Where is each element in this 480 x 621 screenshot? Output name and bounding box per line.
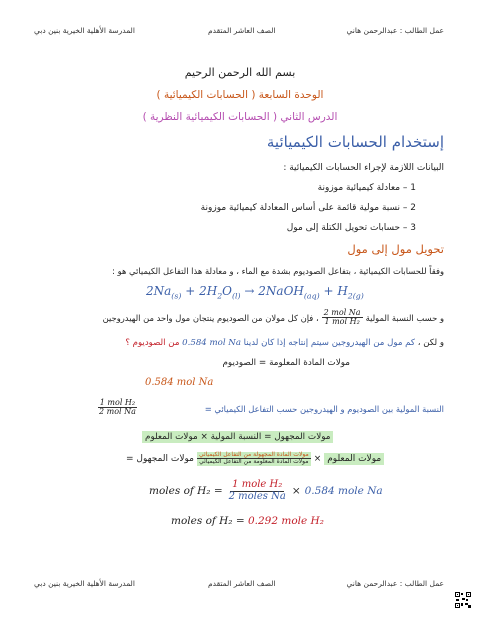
ratio2-label: النسبة المولية بين الصوديوم و الهيدروجين حسب التفاعل الكيميائي = — [204, 404, 444, 414]
section-title: تحويل مول إلى مول — [347, 242, 444, 256]
header-student: عمل الطالب : عبدالرحمن هاني — [346, 26, 444, 35]
ratio2-fraction: $\frac{\text{1 mol H₂}}{\text{2 mol Na}}$ — [99, 397, 136, 416]
header-grade: الصف العاشر المتقدم — [208, 26, 276, 35]
context-text: وفقاً للحسابات الكيميائية ، بتفاعل الصوديوم بشدة مع الماء ، و معادلة هذا التفاعل الكيميائي هو : — [112, 266, 444, 276]
footer-school: المدرسة الأهلية الخيرية بنين دبي — [34, 579, 135, 588]
known-label: مولات المادة المعلومة = الصوديوم — [222, 358, 350, 368]
ratio-fraction: $\frac{\text{2 mol Na}}{\text{1 mol H₂}}$ — [323, 308, 361, 327]
rule2-formula: مولات المجهول = $\frac{\text{مولات المادة المجهولة من التفاعل الكيميائي}}{\text{مولات المادة المعلومة من التفاعل الكيميائي}}$ × مولات المعلوم — [126, 452, 384, 466]
intro-text: البيانات اللازمة لإجراء الحسابات الكيميائية : — [283, 163, 444, 173]
result-line: moles of H₂ = 0.292 mole H₂ — [171, 515, 324, 527]
list-item: 3 – حسابات تحويل الكتلة إلى مول — [286, 223, 416, 233]
rule-text: مولات المجهول = النسبة المولية × مولات المعلوم — [142, 431, 333, 443]
ratio-line: و حسب النسبة المولية $\frac{\text{2 mol Na}}{\text{1 mol H₂}}$ ، فإن كل مولان من الصوديوم ينتجان مول واحد من الهيدروجين — [102, 308, 444, 327]
basmala: بسم الله الرحمن الرحيم — [184, 66, 296, 79]
main-title: إستخدام الحسابات الكيميائية — [266, 133, 444, 151]
unit-title: الوحدة السابعة ( الحسابات الكيميائية ) — [156, 89, 324, 101]
footer-student: عمل الطالب : عبدالرحمن هاني — [346, 579, 444, 588]
lesson-title: الدرس الثاني ( الحسابات الكيميائية النظرية ) — [142, 111, 338, 123]
header-school: المدرسة الأهلية الخيرية بنين دبي — [34, 26, 135, 35]
list-item: 2 – نسبة مولية قائمة على أساس المعادلة كيميائية موزونة — [200, 203, 416, 213]
question-line: و لكن ، كم مول من الهيدروجين سيتم إنتاجه إذا كان لدينا 0.584 mol Na من الصوديوم ؟ — [125, 338, 444, 348]
known-value: 0.584 mol Na — [145, 377, 214, 388]
calc-line: moles of H₂ = $\frac{\text{1 mole H₂}}{\text{2 moles Na}}$ × 0.584 mole Na — [149, 479, 383, 502]
list-item: 1 – معادلة كيميائية موزونة — [317, 183, 416, 193]
chemical-equation: $2Na_{(s)} + 2H_2O_{(l)}$ → 2NaOH$_{(aq)}$ + $H_{2(g)}$ — [146, 284, 364, 301]
footer-grade: الصف العاشر المتقدم — [208, 579, 276, 588]
qr-code-icon — [455, 592, 471, 608]
